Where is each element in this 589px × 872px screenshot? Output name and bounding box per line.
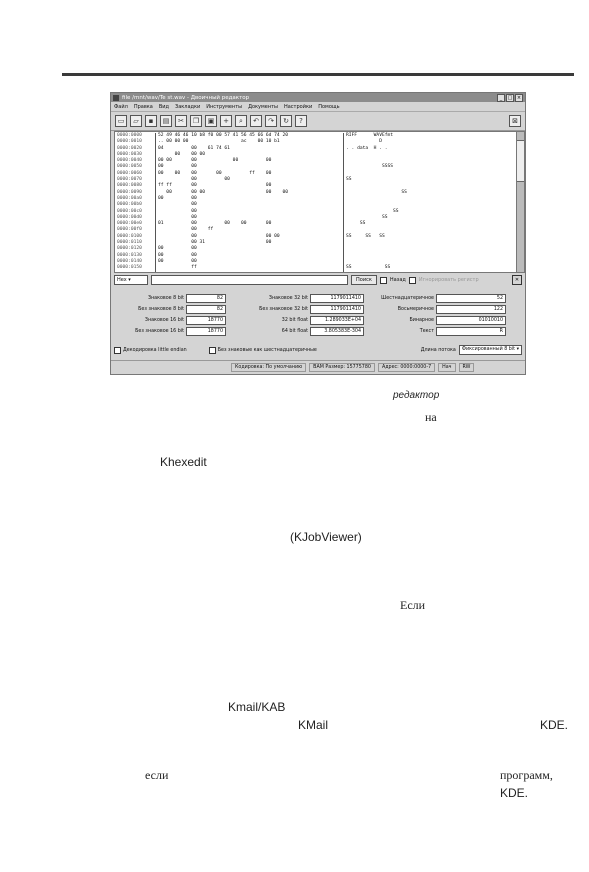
ascii-row[interactable]: SS	[346, 221, 366, 227]
signed8-label: Знаковое 8 bit	[147, 296, 184, 301]
toolbar	[111, 112, 525, 131]
hex-row[interactable]: .. 00 00 00 ac 00 10 b1	[158, 139, 280, 145]
signed32-label: Знаковое 32 bit	[268, 296, 308, 301]
unsigned32-label: Без знаковое 32 bit	[259, 307, 308, 312]
window-title: file /mnt/wav/Te st.wav - Двоичный редактор	[122, 94, 250, 101]
float32-label: 32 bit float	[281, 318, 308, 323]
offset-row: 0000:0110	[117, 240, 142, 246]
offset-row: 0000:0010	[117, 139, 142, 145]
undo-icon[interactable]: ↶	[250, 115, 262, 127]
unsigned16-field[interactable]: 18770	[186, 327, 226, 336]
little-endian-checkbox[interactable]	[114, 347, 121, 354]
close-search-icon[interactable]: ✕	[512, 275, 522, 285]
menu-help[interactable]: Помощь	[318, 103, 340, 110]
conversion-panel	[114, 293, 522, 341]
offset-row: 0000:0060	[117, 170, 142, 176]
hex-row[interactable]: ff ff 00 00	[158, 183, 272, 189]
hex-row[interactable]: 00 ff	[158, 227, 214, 233]
text-esli: если	[145, 768, 169, 782]
case-checkbox[interactable]	[409, 277, 416, 284]
menu-file[interactable]: Файл	[114, 103, 128, 110]
offset-row: 0000:0130	[117, 252, 142, 258]
stream-length-select[interactable]: Фиксированный 8 bit ▾	[459, 345, 522, 355]
hex-row[interactable]: 00 00 00	[158, 151, 206, 157]
unsigned32-field[interactable]: 1179011410	[310, 305, 364, 314]
little-endian-label: Декодировка little endian	[123, 347, 187, 353]
stream-length-value: Фиксированный 8 bit	[461, 347, 516, 352]
signed32-field[interactable]: 1179011410	[310, 294, 364, 303]
text-kde-2: KDE.	[500, 786, 529, 800]
menu-tools[interactable]: Инструменты	[206, 103, 243, 110]
offset-row: 0000:0040	[117, 158, 142, 164]
text-kmail-kab: Kmail/KAB	[228, 700, 286, 714]
status-mode: Нач	[438, 363, 455, 372]
minimize-button[interactable]: _	[497, 94, 505, 102]
offset-row: 0000:0020	[117, 145, 142, 151]
back-checkbox[interactable]	[380, 277, 387, 284]
signed8-field[interactable]: 82	[186, 294, 226, 303]
hex-row[interactable]: 00 00 00 00 00	[158, 189, 288, 195]
float64-label: 64 bit float	[281, 329, 308, 334]
ascii-row[interactable]: SS SS	[346, 265, 391, 271]
offset-row: 0000:0140	[117, 258, 142, 264]
hex-row[interactable]: 00 00 00 00 ff 00	[158, 170, 272, 176]
new-icon[interactable]: ▭	[115, 115, 127, 127]
text-label: Текст	[419, 329, 434, 334]
header-rule	[62, 73, 574, 76]
app-icon	[113, 95, 119, 101]
hex-row[interactable]: 00 00	[158, 258, 197, 264]
unsigned-hex-label: Без знаковые как шестнадцатеричные	[217, 347, 317, 353]
menu-bar	[111, 102, 525, 112]
search-bar	[114, 275, 522, 285]
save-icon[interactable]: ▪	[145, 115, 157, 127]
float64-field[interactable]: 3.805383E-304	[310, 327, 364, 336]
text-esli-cap: Если	[400, 598, 426, 612]
offset-row: 0000:0000	[117, 133, 142, 138]
ascii-row[interactable]: RIFF WAVEfmt	[346, 133, 394, 138]
find-button[interactable]: Поиск	[351, 275, 377, 285]
offset-row: 0000:0070	[117, 177, 142, 183]
offset-row: 0000:00d0	[117, 214, 142, 220]
text-na: на	[425, 410, 437, 424]
vertical-scrollbar[interactable]	[516, 131, 525, 273]
ascii-row[interactable]: SS SS SS	[346, 233, 385, 239]
status-rw: RW	[459, 363, 475, 372]
paste-icon[interactable]: ▣	[205, 115, 217, 127]
hex-row[interactable]: 00	[158, 214, 197, 220]
hex-row[interactable]: 00	[158, 202, 197, 208]
offset-row: 0000:00b0	[117, 202, 142, 208]
offset-row: 0000:0120	[117, 246, 142, 252]
unsigned8-label: Без знаковое 8 bit	[138, 307, 184, 312]
offset-row: 0000:0090	[117, 189, 142, 195]
offset-column	[117, 133, 151, 272]
insert-icon[interactable]: +	[220, 115, 232, 127]
ascii-row[interactable]: D	[346, 139, 382, 145]
options-row	[114, 345, 522, 355]
copy-icon[interactable]: ❐	[190, 115, 202, 127]
search-mode-select[interactable]: Hex ▾	[114, 275, 148, 285]
menu-settings[interactable]: Настройки	[283, 103, 313, 110]
cut-icon[interactable]: ✂	[175, 115, 187, 127]
signed16-field[interactable]: 18770	[186, 316, 226, 325]
hex-row[interactable]: 00 00	[158, 177, 230, 183]
find-icon[interactable]: ⌕	[235, 115, 247, 127]
text-field[interactable]: R	[436, 327, 506, 336]
menu-edit[interactable]: Правка	[133, 103, 153, 110]
hex-row[interactable]: 01 00 00 00 00	[158, 221, 272, 227]
offset-row: 0000:0100	[117, 233, 142, 239]
text-kmail: KMail	[298, 718, 329, 732]
status-bar	[111, 360, 525, 373]
oct-field[interactable]: 122	[436, 305, 506, 314]
text-kde-1: KDE.	[540, 718, 569, 732]
offset-row: 0000:0050	[117, 164, 142, 170]
text-kjobviewer: (KJobViewer)	[290, 530, 362, 544]
search-input[interactable]	[151, 275, 348, 285]
stream-length-label: Длина потока	[420, 347, 456, 353]
menu-documents[interactable]: Документы	[248, 103, 278, 110]
offset-row: 0000:00e0	[117, 221, 142, 227]
ascii-row[interactable]: SS	[346, 214, 388, 220]
offset-row: 0000:0150	[117, 265, 142, 271]
status-address: Адрес: 0000:0000-7	[378, 363, 435, 372]
hex-row[interactable]: 00 00	[158, 246, 197, 252]
offset-row: 0000:00f0	[117, 227, 142, 233]
redo-icon[interactable]: ↷	[265, 115, 277, 127]
caption-editor: редактор	[393, 390, 440, 401]
bin-label: Бинарное	[409, 318, 434, 323]
close-icon[interactable]: ⊠	[509, 115, 521, 127]
hex-row[interactable]: ff	[158, 265, 197, 271]
offset-row: 0000:0030	[117, 151, 142, 157]
search-mode-value: Hex	[117, 277, 127, 283]
ascii-column[interactable]	[343, 133, 516, 272]
text-khexedit: Khexedit	[160, 455, 207, 469]
bin-field[interactable]: 01010010	[436, 316, 506, 325]
ascii-row[interactable]: SS	[346, 177, 352, 183]
hex-row[interactable]: 00 00	[158, 252, 197, 258]
hex-row[interactable]: 00	[158, 208, 197, 214]
unsigned-hex-checkbox[interactable]	[209, 347, 216, 354]
close-window-button[interactable]: ×	[516, 94, 522, 101]
unsigned8-field[interactable]: 82	[186, 305, 226, 314]
hex-row[interactable]: 00 00 00 00 00	[158, 158, 272, 164]
hex-column[interactable]	[155, 133, 342, 272]
hex-row[interactable]: 52 49 46 46 10 b8 f0 00 57 41 56 45 66 6d 74 20	[158, 133, 288, 138]
offset-row: 0000:0080	[117, 183, 142, 189]
status-encoding: Кодировка: По умолчанию	[231, 363, 306, 372]
reload-icon[interactable]: ↻	[280, 115, 292, 127]
title-bar	[111, 93, 525, 102]
hex-row[interactable]: 00 31 00	[158, 240, 272, 246]
signed16-label: Знаковое 16 bit	[144, 318, 184, 323]
status-ram-size: ВАМ Размер: 15775780	[309, 363, 375, 372]
text-programm: программ,	[500, 768, 553, 782]
case-label: Игнорировать регистр	[418, 277, 479, 283]
offset-row: 0000:00a0	[117, 195, 142, 201]
float32-field[interactable]: 1.289033E+04	[310, 316, 364, 325]
hex-row[interactable]: 00 00	[158, 164, 197, 170]
unsigned16-label: Без знаковое 16 bit	[135, 329, 184, 334]
menu-view[interactable]: Вид	[158, 103, 169, 110]
oct-label: Восьмеричное	[397, 307, 434, 312]
ascii-row[interactable]: SS	[346, 189, 407, 195]
open-icon[interactable]: ▱	[130, 115, 142, 127]
offset-row: 0000:00c0	[117, 208, 142, 214]
print-icon[interactable]: ▤	[160, 115, 172, 127]
hex-row[interactable]: 00 00	[158, 195, 197, 201]
hex-row[interactable]: 00 00 00	[158, 233, 280, 239]
menu-bookmarks[interactable]: Закладки	[175, 103, 201, 110]
ascii-row[interactable]: SS	[346, 208, 399, 214]
ascii-row[interactable]: . . data H . .	[346, 145, 388, 151]
help-icon[interactable]: ?	[295, 115, 307, 127]
scrollbar-thumb[interactable]	[517, 140, 524, 182]
hex-row[interactable]: 04 00 61 74 61	[158, 145, 230, 151]
back-label: Назад	[389, 277, 406, 283]
maximize-button[interactable]: □	[507, 94, 513, 101]
hex-view[interactable]	[114, 131, 517, 273]
hex-editor-screenshot	[110, 92, 526, 375]
hex-field[interactable]: 52	[436, 294, 506, 303]
ascii-row[interactable]: SSSS	[346, 164, 394, 170]
hex-label: Шестнадцатеричное	[381, 296, 434, 301]
